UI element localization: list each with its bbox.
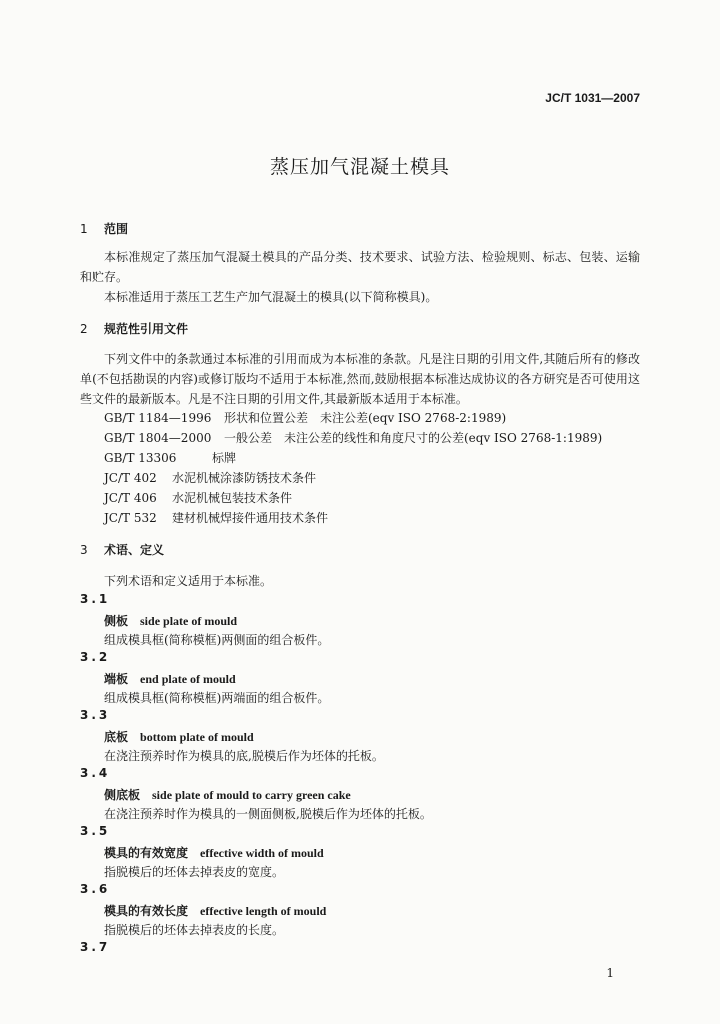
reference-code: JC/T 406 xyxy=(104,491,157,505)
section-1-paragraph-1: 本标准规定了蒸压加气混凝土模具的产品分类、技术要求、试验方法、检验规则、标志、包装、运输和贮存。 xyxy=(80,250,640,284)
section-number: 2 xyxy=(80,322,88,336)
term-number: 3.2 xyxy=(80,650,111,664)
term-zh: 底板 xyxy=(104,730,129,744)
term-zh: 侧板 xyxy=(104,614,129,628)
page-number: 1 xyxy=(606,966,614,980)
section-2-paragraph-1: 下列文件中的条款通过本标准的引用而成为本标准的条款。凡是注日期的引用文件,其随后所有的修改单(不包括勘误的内容)或修订版均不适用于本标准,然而,鼓励根据本标准达成协议的各方研究是否可使用这些文件的最新版本。凡是不注日期的引用文件,其最新版本适用于本标准。 xyxy=(80,352,640,406)
section-3-intro: 下列术语和定义适用于本标准。 xyxy=(104,574,273,588)
reference-title: 形状和位置公差 未注公差(eqv ISO 2768-2:1989) xyxy=(224,411,507,425)
reference-code: GB/T 1804—2000 xyxy=(104,431,212,445)
term-title xyxy=(104,902,326,919)
term-en: side plate of mould xyxy=(140,614,238,628)
term-number: 3.5 xyxy=(80,824,111,838)
reference-code: JC/T 402 xyxy=(104,471,157,485)
document-code: JC/T 1031—2007 xyxy=(545,91,640,105)
section-number: 1 xyxy=(80,222,88,236)
term-number: 3.3 xyxy=(80,708,111,722)
term-zh: 模具的有效长度 xyxy=(104,904,189,918)
term-en: bottom plate of mould xyxy=(140,730,254,744)
term-en: effective length of mould xyxy=(200,904,327,918)
reference-item xyxy=(104,449,236,466)
term-number: 3.7 xyxy=(80,940,111,954)
reference-item xyxy=(104,469,316,486)
term-zh: 端板 xyxy=(104,672,129,686)
reference-title: 水泥机械涂漆防锈技术条件 xyxy=(172,471,317,485)
term-definition: 在浇注预养时作为模具的一侧面侧板,脱模后作为坯体的托板。 xyxy=(104,807,432,821)
term-definition: 指脱模后的坯体去掉表皮的宽度。 xyxy=(104,865,285,879)
reference-item xyxy=(104,489,292,506)
term-number: 3.1 xyxy=(80,592,111,606)
section-1-heading xyxy=(80,220,128,237)
reference-item xyxy=(104,509,328,526)
section-1-paragraph-2: 本标准适用于蒸压工艺生产加气混凝土的模具(以下简称模具)。 xyxy=(104,290,438,304)
term-definition: 组成模具框(简称模框)两端面的组合板件。 xyxy=(104,691,330,705)
section-title: 术语、定义 xyxy=(104,543,165,557)
term-zh: 模具的有效宽度 xyxy=(104,846,189,860)
section-title: 范围 xyxy=(104,222,129,236)
reference-code: GB/T 13306 xyxy=(104,451,177,465)
section-2-heading xyxy=(80,320,188,337)
reference-title: 建材机械焊接件通用技术条件 xyxy=(172,511,329,525)
term-title xyxy=(104,844,324,861)
term-title xyxy=(104,670,236,687)
reference-code: JC/T 532 xyxy=(104,511,157,525)
term-title xyxy=(104,728,254,745)
section-number: 3 xyxy=(80,543,88,557)
term-en: side plate of mould to carry green cake xyxy=(152,788,351,802)
term-title xyxy=(104,786,351,803)
reference-item xyxy=(104,409,506,426)
term-definition: 在浇注预养时作为模具的底,脱模后作为坯体的托板。 xyxy=(104,749,384,763)
reference-title: 标牌 xyxy=(212,451,237,465)
section-3-heading xyxy=(80,541,164,558)
term-number: 3.4 xyxy=(80,766,111,780)
term-title xyxy=(104,612,237,629)
section-title: 规范性引用文件 xyxy=(104,322,189,336)
document-title: 蒸压加气混凝土模具 xyxy=(269,156,450,178)
term-en: end plate of mould xyxy=(140,672,236,686)
reference-title: 一般公差 未注公差的线性和角度尺寸的公差(eqv ISO 2768-1:1989) xyxy=(224,431,603,445)
term-definition: 组成模具框(简称模框)两侧面的组合板件。 xyxy=(104,633,330,647)
term-definition: 指脱模后的坯体去掉表皮的长度。 xyxy=(104,923,285,937)
reference-title: 水泥机械包装技术条件 xyxy=(172,491,293,505)
reference-item xyxy=(104,429,602,446)
reference-code: GB/T 1184—1996 xyxy=(104,411,212,425)
term-zh: 侧底板 xyxy=(104,788,141,802)
term-en: effective width of mould xyxy=(200,846,324,860)
term-number: 3.6 xyxy=(80,882,111,896)
